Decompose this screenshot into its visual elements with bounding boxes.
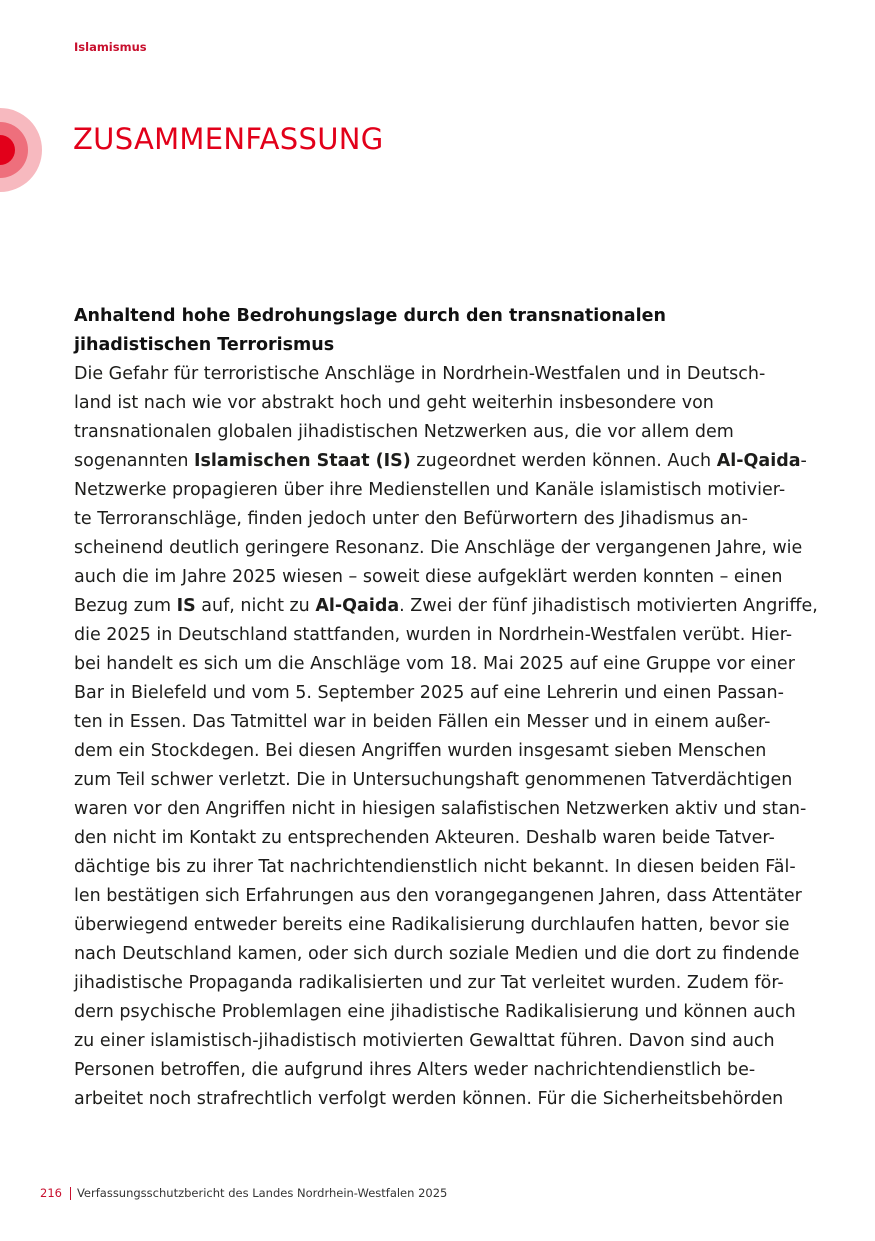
body-text-line: [74, 418, 814, 447]
text-segment: den nicht im Kontakt zu entsprechenden Akteuren. Deshalb waren beide Tatver-: [74, 828, 775, 848]
section-heading-line: jihadistischen Terrorismus: [74, 335, 335, 355]
text-segment: überwiegend entweder bereits eine Radikalisierung durchlaufen hatten, bevor sie: [74, 915, 790, 935]
text-segment: die 2025 in Deutschland stattfanden, wurden in Nordrhein-Westfalen verübt. Hier-: [74, 625, 793, 645]
text-segment: bei handelt es sich um die Anschläge vom 18. Mai 2025 auf eine Gruppe vor einer: [74, 654, 795, 674]
body-text-line: [74, 708, 814, 737]
body-text-line: [74, 592, 818, 621]
text-segment: ten in Essen. Das Tatmittel war in beiden Fällen ein Messer und in einem außer-: [74, 712, 771, 732]
body-text-line: [74, 824, 814, 853]
text-segment: zu einer islamistisch-jihadistisch motivierten Gewalttat führen. Davon sind auch: [74, 1031, 775, 1051]
section-heading-line: Anhaltend hohe Bedrohungslage durch den transnationalen: [74, 306, 666, 326]
page-number: 216: [40, 1186, 62, 1200]
text-segment: te Terroranschläge, finden jedoch unter den Befürwortern des Jihadismus an-: [74, 509, 748, 529]
body-text-line: [74, 650, 814, 679]
body-text-line: [74, 360, 814, 389]
text-segment: dächtige bis zu ihrer Tat nachrichtendienstlich nicht bekannt. In diesen beiden Fäl-: [74, 857, 796, 877]
body-paragraph: [74, 360, 818, 1114]
text-segment: Bezug zum: [74, 596, 177, 616]
text-segment: Die Gefahr für terroristische Anschläge in Nordrhein-Westfalen und in Deutsch-: [74, 364, 766, 384]
body-text-line: [74, 1056, 814, 1085]
footer-divider: [70, 1187, 71, 1200]
body-text-line: [74, 447, 814, 476]
body-text-line: [74, 969, 814, 998]
text-segment: waren vor den Angriffen nicht in hiesigen salafistischen Netzwerken aktiv und stan-: [74, 799, 807, 819]
text-segment: transnationalen globalen jihadistischen Netzwerken aus, die vor allem dem: [74, 422, 734, 442]
text-segment: Netzwerke propagieren über ihre Medienstellen und Kanäle islamistisch motivier-: [74, 480, 786, 500]
text-segment: auf, nicht zu: [195, 596, 316, 616]
body-text-line: [74, 795, 814, 824]
body-text-line: [74, 389, 814, 418]
text-segment: dern psychische Problemlagen eine jihadistische Radikalisierung und können auch: [74, 1002, 796, 1022]
publication-title: Verfassungsschutzbericht des Landes Nordrhein-Westfalen 2025: [76, 1186, 448, 1200]
emphasized-term: Islamischen Staat (IS): [193, 451, 411, 471]
body-text-line: [74, 766, 814, 795]
text-segment: zugeordnet werden können. Auch: [410, 451, 717, 471]
body-text-line: [74, 1085, 814, 1114]
body-text-line: [74, 563, 814, 592]
section-heading: [74, 302, 814, 360]
text-segment: Personen betroffen, die aufgrund ihres Alters weder nachrichtendienstlich be-: [74, 1060, 756, 1080]
text-segment: jihadistische Propaganda radikalisierten und zur Tat verleitet wurden. Zudem för-: [74, 973, 784, 993]
text-segment: Bar in Bielefeld und vom 5. September 2025 auf eine Lehrerin und einen Passan-: [74, 683, 784, 703]
body-text-line: [74, 534, 814, 563]
body-text-line: [74, 505, 814, 534]
text-segment: land ist nach wie vor abstrakt hoch und geht weiterhin insbesondere von: [74, 393, 714, 413]
body-text-line: [74, 679, 814, 708]
body-text-line: [74, 882, 814, 911]
text-segment: dem ein Stockdegen. Bei diesen Angriffen wurden insgesamt sieben Menschen: [74, 741, 767, 761]
emphasized-term: Al-Qaida: [315, 596, 400, 616]
page-footer: [40, 1186, 447, 1200]
body-text-line: [74, 940, 814, 969]
text-segment: . Zwei der fünf jihadistisch motivierten Angriffe,: [399, 596, 818, 616]
body-text-line: [74, 737, 814, 766]
text-segment: -: [800, 451, 807, 471]
text-segment: auch die im Jahre 2025 wiesen – soweit diese aufgeklärt werden konnten – einen: [74, 567, 783, 587]
page-title: ZUSAMMENFASSUNG: [73, 122, 384, 156]
emphasized-term: Al-Qaida: [716, 451, 801, 471]
text-segment: scheinend deutlich geringere Resonanz. Die Anschläge der vergangenen Jahre, wie: [74, 538, 803, 558]
body-text-line: [74, 1027, 814, 1056]
text-segment: nach Deutschland kamen, oder sich durch soziale Medien und die dort zu findende: [74, 944, 800, 964]
body-text-line: [74, 911, 814, 940]
emphasized-term: IS: [176, 596, 196, 616]
body-text-line: [74, 476, 814, 505]
main-content: [74, 302, 818, 1114]
text-segment: zum Teil schwer verletzt. Die in Untersuchungshaft genommenen Tatverdächtigen: [74, 770, 793, 790]
text-segment: sogenannten: [74, 451, 194, 471]
running-header-section: Islamismus: [74, 40, 147, 54]
text-segment: len bestätigen sich Erfahrungen aus den vorangegangenen Jahren, dass Attentäter: [74, 886, 802, 906]
body-text-line: [74, 853, 814, 882]
concentric-circles-icon: [0, 108, 44, 192]
body-text-line: [74, 998, 814, 1027]
text-segment: arbeitet noch strafrechtlich verfolgt werden können. Für die Sicherheitsbehörden: [74, 1089, 784, 1109]
body-text-line: [74, 621, 814, 650]
